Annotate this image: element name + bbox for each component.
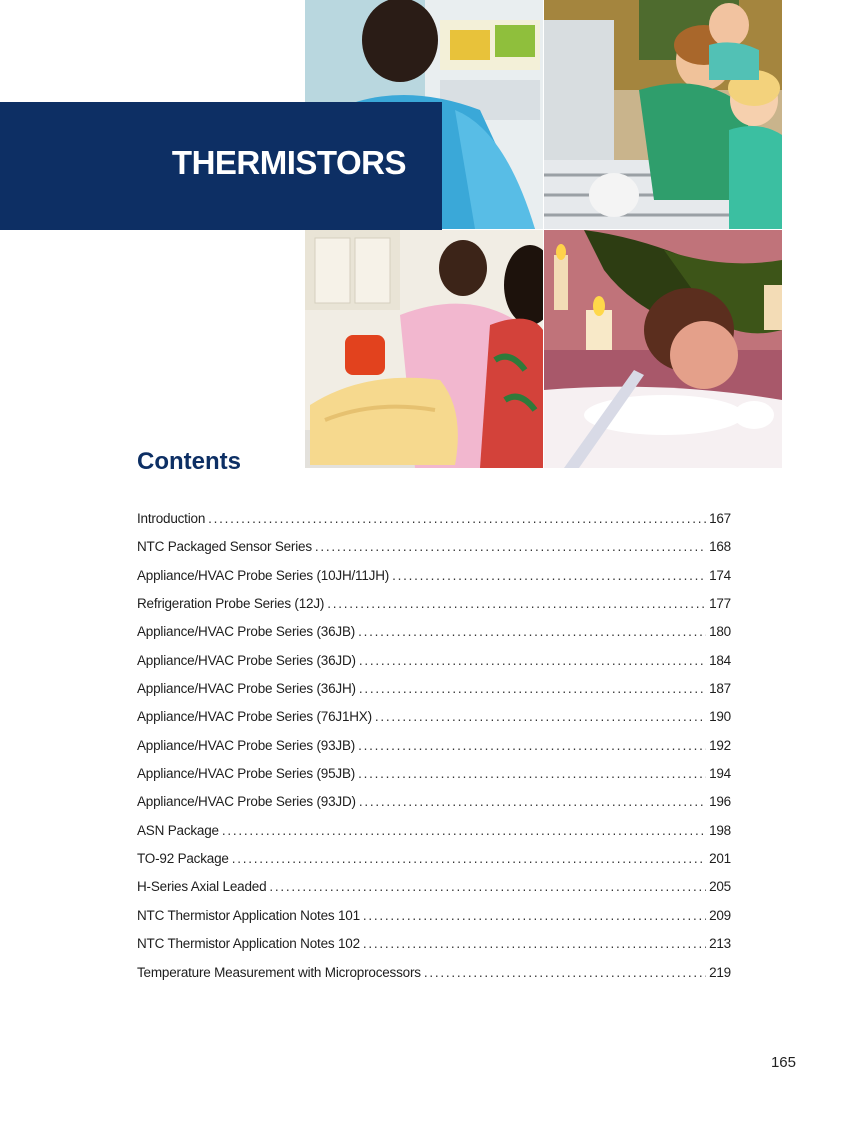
- table-of-contents: [137, 511, 731, 993]
- toc-entry-title: TO-92 Package: [137, 851, 229, 867]
- toc-entry-page: 167: [709, 511, 731, 526]
- contents-heading: Contents: [137, 448, 241, 475]
- title-band: [0, 102, 442, 230]
- toc-entry-page: 209: [709, 907, 731, 923]
- toc-entry-page: 219: [709, 964, 731, 980]
- toc-entry[interactable]: [137, 936, 731, 964]
- toc-entry[interactable]: [137, 794, 731, 822]
- toc-entry-page: 180: [709, 624, 731, 640]
- dot-leader: [363, 908, 706, 923]
- toc-entry[interactable]: [137, 653, 731, 681]
- toc-entry-page: 187: [709, 681, 731, 697]
- toc-entry-title: ASN Package: [137, 822, 219, 838]
- toc-entry[interactable]: [137, 596, 731, 624]
- toc-entry-page: 196: [709, 794, 731, 810]
- dot-leader: [359, 681, 706, 696]
- toc-entry[interactable]: [137, 539, 731, 567]
- dot-leader: [222, 823, 706, 838]
- toc-entry[interactable]: [137, 511, 731, 539]
- dot-leader: [315, 539, 706, 554]
- toc-entry-title: NTC Packaged Sensor Series: [137, 539, 312, 555]
- toc-entry-page: 177: [709, 596, 731, 612]
- toc-entry-page: 174: [709, 567, 731, 583]
- toc-entry[interactable]: [137, 965, 731, 993]
- dot-leader: [358, 738, 706, 753]
- toc-entry-title: Appliance/HVAC Probe Series (10JH/11JH): [137, 567, 390, 583]
- toc-entry[interactable]: [137, 879, 731, 907]
- toc-entry-title: Appliance/HVAC Probe Series (93JB): [137, 737, 356, 753]
- page-title: THERMISTORS: [171, 144, 406, 181]
- toc-entry-page: 201: [709, 851, 731, 867]
- toc-entry[interactable]: [137, 681, 731, 709]
- dot-leader: [208, 511, 706, 526]
- toc-entry-page: 205: [709, 879, 731, 895]
- toc-entry-title: Appliance/HVAC Probe Series (36JB): [137, 624, 356, 640]
- couple-doing-laundry-photo: [305, 230, 543, 468]
- toc-entry-title: Appliance/HVAC Probe Series (95JB): [137, 766, 356, 782]
- dot-leader: [232, 851, 706, 866]
- dot-leader: [269, 879, 706, 894]
- toc-entry[interactable]: [137, 908, 731, 936]
- toc-entry-title: Temperature Measurement with Microprocessors: [137, 964, 421, 980]
- page-number: 165: [770, 1054, 796, 1071]
- toc-entry[interactable]: [137, 766, 731, 794]
- toc-entry-title: Appliance/HVAC Probe Series (36JD): [137, 652, 356, 668]
- dot-leader: [359, 794, 706, 809]
- dot-leader: [392, 568, 706, 583]
- dot-leader: [327, 596, 706, 611]
- toc-entry[interactable]: [137, 709, 731, 737]
- children-at-dishwasher-photo: [544, 0, 782, 229]
- toc-entry-title: Appliance/HVAC Probe Series (76J1HX): [137, 709, 372, 725]
- toc-entry-title: NTC Thermistor Application Notes 101: [137, 907, 360, 923]
- toc-entry-page: 192: [709, 737, 731, 753]
- dot-leader: [375, 709, 706, 724]
- toc-entry[interactable]: [137, 823, 731, 851]
- toc-entry[interactable]: [137, 568, 731, 596]
- toc-entry-title: Appliance/HVAC Probe Series (93JD): [137, 794, 356, 810]
- toc-entry-title: Introduction: [137, 511, 206, 526]
- toc-entry[interactable]: [137, 624, 731, 652]
- toc-entry-page: 194: [709, 766, 731, 782]
- toc-entry-page: 190: [709, 709, 731, 725]
- toc-entry-page: 213: [709, 936, 731, 952]
- toc-entry-page: 198: [709, 822, 731, 838]
- dot-leader: [358, 624, 706, 639]
- dot-leader: [358, 766, 706, 781]
- toc-entry-title: Refrigeration Probe Series (12J): [137, 596, 325, 612]
- toc-entry-page: 184: [709, 652, 731, 668]
- dot-leader: [363, 936, 706, 951]
- toc-entry[interactable]: [137, 738, 731, 766]
- toc-entry[interactable]: [137, 851, 731, 879]
- toc-entry-page: 168: [709, 539, 731, 555]
- dot-leader: [424, 965, 706, 980]
- woman-in-bubble-bath-photo: [544, 230, 782, 468]
- toc-entry-title: Appliance/HVAC Probe Series (36JH): [137, 681, 356, 697]
- toc-entry-title: NTC Thermistor Application Notes 102: [137, 936, 360, 952]
- toc-entry-title: H-Series Axial Leaded: [137, 879, 267, 895]
- dot-leader: [359, 653, 706, 668]
